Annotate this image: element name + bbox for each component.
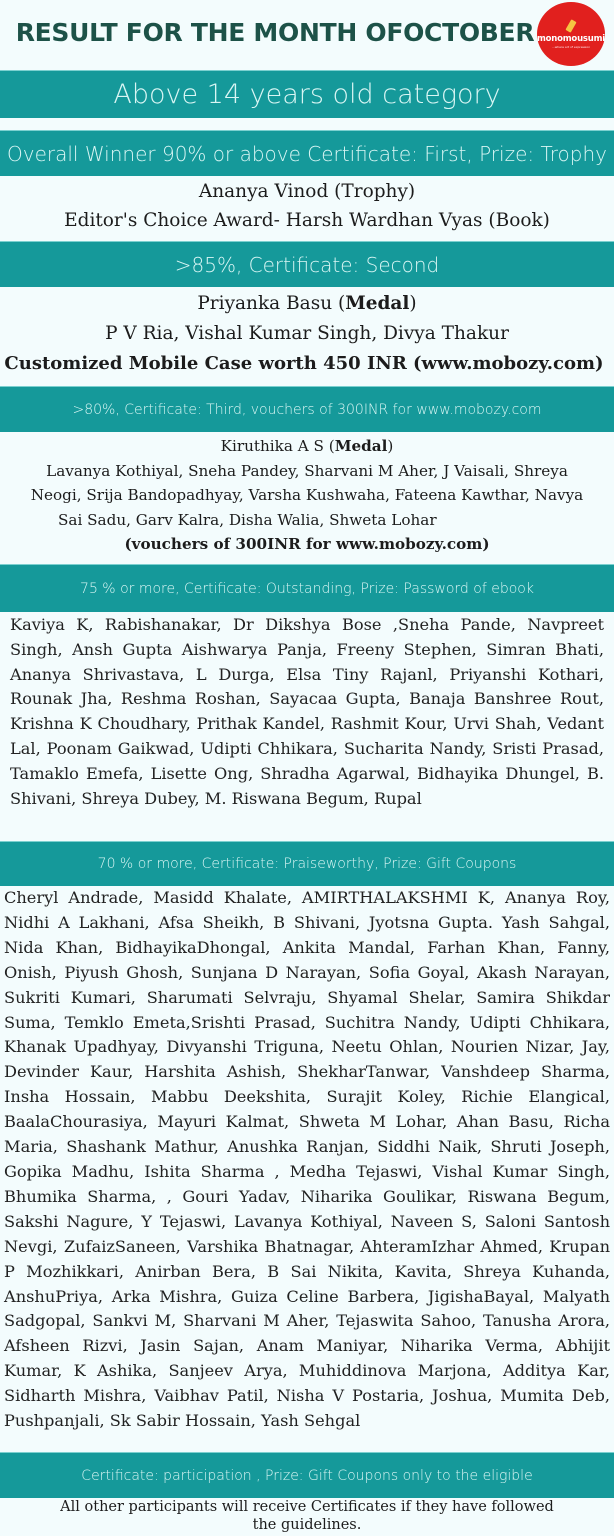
third-names-line-1: Lavanya Kothiyal, Sneha Pandey, Sharvani M Aher, J Vaisali, Shreya: [46, 461, 568, 480]
outstanding-names: Kaviya K, Rabishanakar, Dr Dikshya Bose ,Sneha Pande, Navpreet Singh, Ansh Gupta Aishwarya Panja, Freeny Stephen, Simran Bhati, Ananya Shrivastava, L Durga, Elsa Tiny Rajanl, Priyanshi Kothari, Rounak Jha, Reshma Roshan, Sayacaa Gupta, Banaja Banshree Rout, Krishna K Choudhary, Prithak Kandel, Rashmit Kour, Urvi Shah, Vedant Lal, Poonam Gaikwad, Udipti Chhikara, Sucharita Nandy, Sristi Prasad, Tamaklo Emefa, Lisette Ong, Shradha Agarwal, Bidhayika Dhungel, B. Shivani, Shreya Dubey, M. Riswana Begum, Rupal: [10, 615, 604, 808]
section-body-first: [0, 177, 614, 235]
third-names-line-3: Sai Sadu, Garv Kalra, Disha Walia, Shweta Lohar: [58, 510, 437, 529]
medal-winner-name: Kiruthika A S (: [220, 437, 335, 455]
logo-text: monomousumi: [536, 33, 606, 44]
paren-close: ): [387, 437, 394, 455]
section-heading-third: >80%, Certificate: Third, vouchers of 300INR for www.mobozy.com: [0, 386, 614, 432]
praiseworthy-names: Cheryl Andrade, Masidd Khalate, AMIRTHALAKSHMI K, Ananya Roy, Nidhi A Lakhani, Afsa Sheikh, B Shivani, Jyotsna Gupta. Yash Sahgal, Nida Khan, BidhayikaDhongal, Ankita Mandal, Farhan Khan, Fanny, Onish, Piyush Ghosh, Sunjana D Narayan, Sofia Goyal, Akash Narayan, Sukriti Kumari, Sharumati Selvraju, Shyamal Shelar, Samira Shikdar Suma, Temklo Emeta,Srishti Prasad, Suchitra Nandy, Udipti Chhikara, Khanak Upadhyay, Divyanshi Triguna, Neetu Ohlan, Nourien Nizar, Jay, Devinder Kaur, Harshita Ashish, ShekharTanwar, Vanshdeep Sharma, Insha Hossain, Mabbu Deekshita, Surajit Koley, Richie Elangical, BaalaChourasiya, Mayuri Kalmat, Shweta M Lohar, Ahan Basu, Richa Maria, Shashank Mathur, Anushka Ranjan, Siddhi Naik, Shruti Joseph, Gopika Madhu, Ishita Sharma , Medha Tejaswi, Vishal Kumar Singh, Bhumika Sharma, , Gouri Yadav, Niharika Goulikar, Riswana Begum, Sakshi Nagure, Y Tejaswi, Lavanya Kothiyal, Naveen S, Saloni Santosh Nevgi, ZufaizSaneen, Varshika Bhatnagar, AhteramIzhar Ahmed, Krupan P Mozhikkari, Anirban Bera, B Sai Nikita, Kavita, Shreya Kuhanda, AnshuPriya, Arka Mishra, Guiza Celine Barbera, JigishaBayal, Malyath Sadgopal, Sankvi M, Sharvani M Aher, Tejaswita Sahoo, Tanusha Arora, Afsheen Rizvi, Jasin Sajan, Anam Maniyar, Niharika Verma, Abhijit Kumar, K Ashika, Sanjeev Arya, Muhiddinova Marjona, Additya Kar, Sidharth Mishra, Vaibhav Patil, Nisha V Postaria, Joshua, Mumita Deb, Pushpanjali, Sk Sabir Hossain, Yash Sehgal: [4, 888, 610, 1431]
medal-label: Medal: [345, 293, 410, 314]
second-names-line: P V Ria, Vishal Kumar Singh, Divya Thakur: [105, 323, 509, 344]
third-prize-line: (vouchers of 300INR for www.mobozy.com): [124, 535, 490, 553]
medal-winner-name: Priyanka Basu (: [197, 293, 346, 314]
brand-logo: [537, 2, 605, 66]
third-names-line-2: Neogi, Srija Bandopadhyay, Varsha Kushwaha, Fateena Kawthar, Navya: [30, 486, 584, 504]
section-heading-participation: Certificate: participation , Prize: Gift Coupons only to the eligible: [0, 1452, 614, 1498]
participation-note: All other participants will receive Certificates if they have followed the guidelines.: [60, 1499, 554, 1533]
section-body-second: [0, 289, 614, 379]
second-prize-line: Customized Mobile Case worth 450 INR (www.mobozy.com): [4, 353, 604, 374]
section-heading-outstanding: 75 % or more, Certificate: Outstanding, Prize: Password of ebook: [0, 564, 614, 612]
medal-line: [0, 434, 614, 459]
section-heading-second: >85%, Certificate: Second: [0, 241, 614, 287]
section-heading-praiseworthy: 70 % or more, Certificate: Praiseworthy, Prize: Gift Coupons: [0, 841, 614, 886]
section-heading-first: Overall Winner 90% or above Certificate: First, Prize: Trophy: [0, 130, 614, 176]
medal-line: [0, 289, 614, 319]
page-header: [0, 0, 614, 68]
editors-choice-line: Editor's Choice Award- Harsh Wardhan Vyas (Book): [64, 210, 550, 231]
page-title: RESULT FOR THE MONTH OFOCTOBER: [15, 18, 535, 47]
section-body-third: [0, 434, 614, 557]
logo-tagline: ...where art of expression: [551, 44, 591, 49]
category-banner: Above 14 years old category: [0, 70, 614, 118]
medal-label: Medal: [334, 437, 388, 455]
paren-close: ): [409, 293, 417, 314]
pencil-icon: [565, 19, 576, 32]
winner-line: Ananya Vinod (Trophy): [198, 181, 416, 202]
